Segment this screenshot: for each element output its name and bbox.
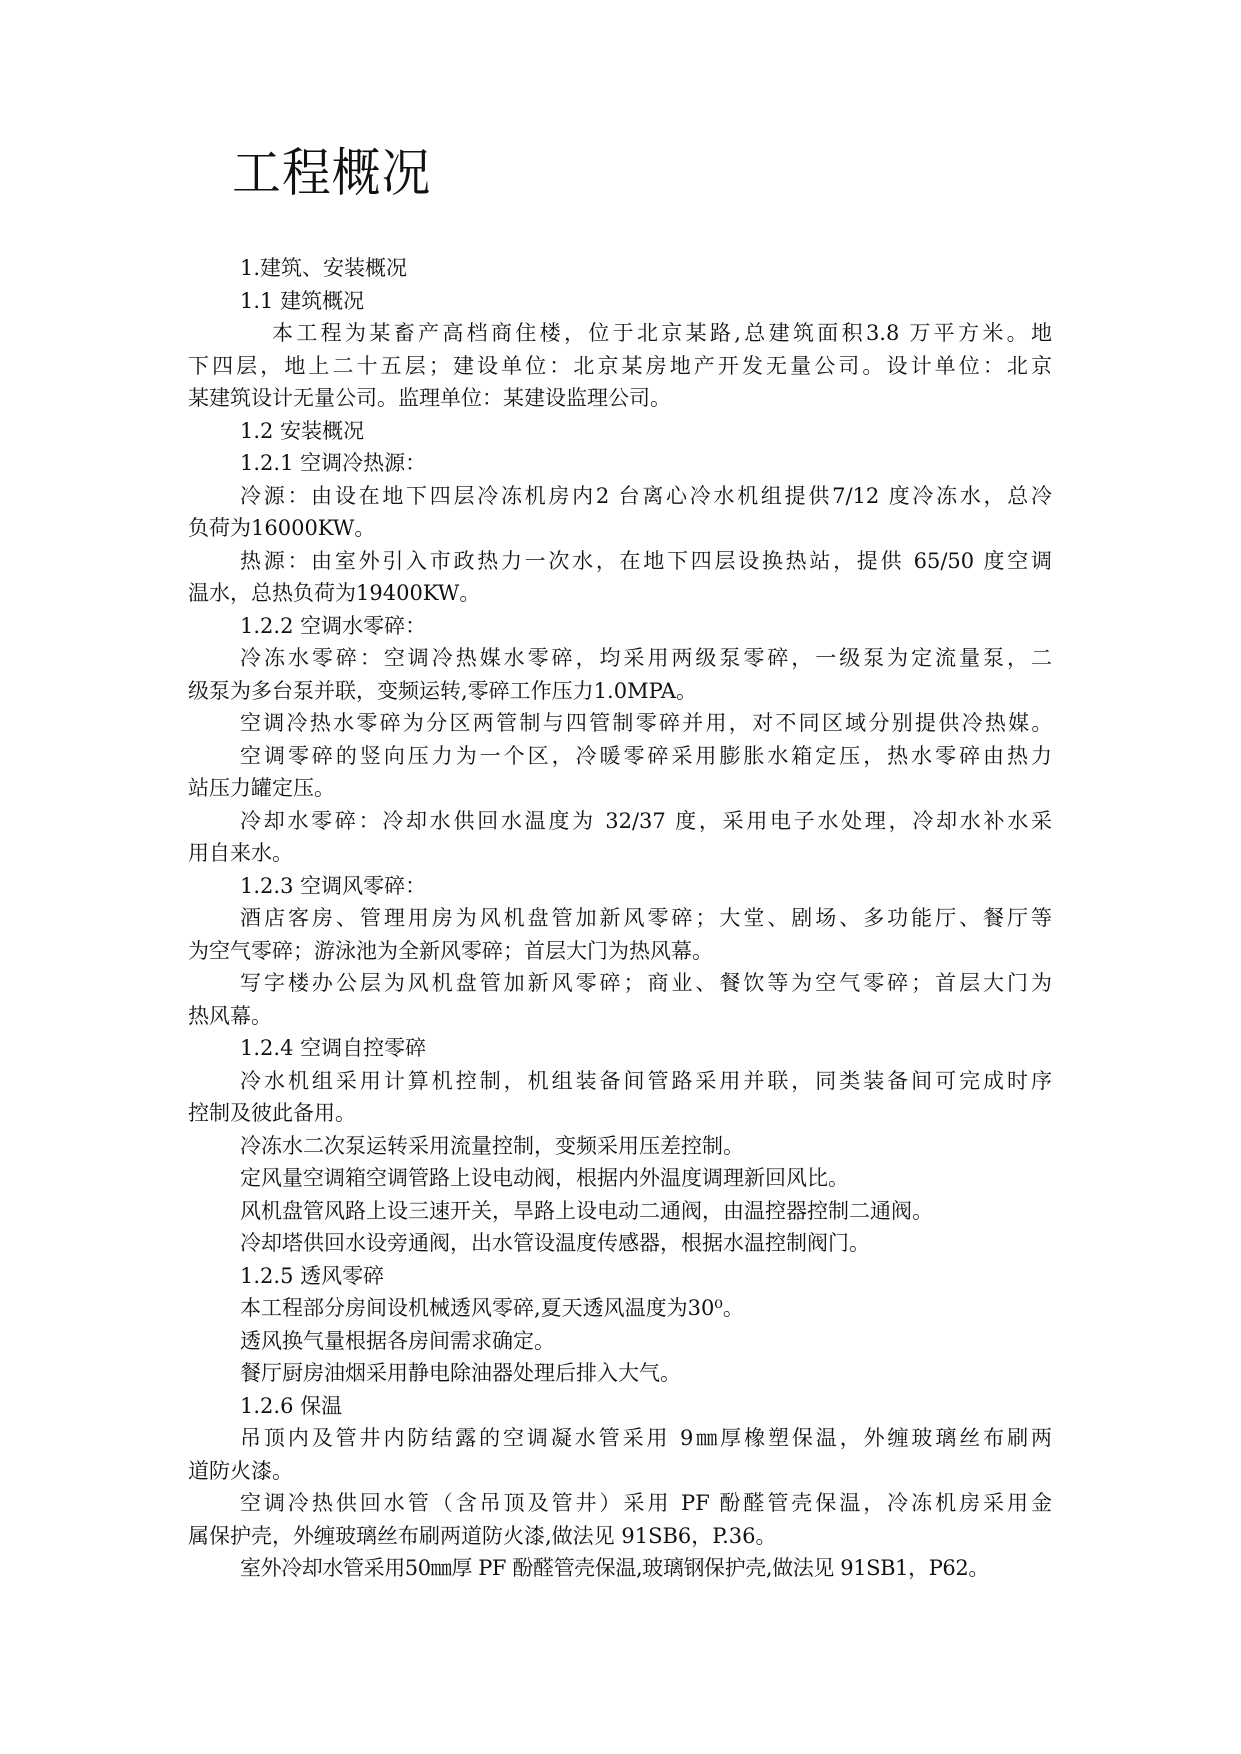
paragraph-line: 下四层，地上二十五层；建设单位：北京某房地产开发无量公司。设计单位：北京 [188, 353, 1052, 378]
paragraph-line: 属保护壳，外缠玻璃丝布刷两道防火漆,做法见 91SB6，P.36。 [188, 1523, 777, 1548]
paragraph-line: 温水，总热负荷为19400KW。 [188, 581, 481, 605]
paragraph-line: 热源：由室外引入市政热力一次水，在地下四层设换热站，提供 65/50 度空调 [240, 548, 1052, 573]
page-title: 工程概况 [232, 144, 432, 204]
paragraph-line: 热风幕。 [188, 1003, 272, 1028]
paragraph-line: 空调零碎的竖向压力为一个区，冷暖零碎采用膨胀水箱定压，热水零碎由热力 [240, 743, 1052, 768]
subsection-heading: 1.1 建筑概况 [240, 288, 365, 313]
subsection-heading: 1.2.3 空调风零碎： [240, 873, 427, 898]
paragraph-line: 冷水机组采用计算机控制，机组装备间管路采用并联，同类装备间可完成时序 [240, 1068, 1052, 1093]
paragraph-line: 冷却水零碎：冷却水供回水温度为 32/37 度，采用电子水处理，冷却水补水采 [240, 808, 1052, 833]
paragraph-line: 空调冷热水零碎为分区两管制与四管制零碎并用，对不同区域分别提供冷热媒。 [240, 711, 1052, 735]
paragraph-line: 站压力罐定压。 [188, 776, 335, 800]
paragraph-line: 透风换气量根据各房间需求确定。 [240, 1328, 555, 1353]
document-body [188, 252, 1052, 1585]
paragraph-line: 负荷为16000KW。 [188, 516, 376, 540]
paragraph-line: 定风量空调箱空调管路上设电动阀，根据内外温度调理新回风比。 [240, 1166, 849, 1190]
subsection-heading: 1.2.4 空调自控零碎 [240, 1036, 427, 1060]
paragraph-line: 用自来水。 [188, 841, 293, 865]
subsection-heading: 1.2.6 保温 [240, 1393, 343, 1418]
paragraph-line: 吊顶内及管井内防结露的空调凝水管采用 9㎜厚橡塑保温，外缠玻璃丝布刷两 [240, 1426, 1052, 1450]
paragraph-line: 冷冻水二次泵运转采用流量控制，变频采用压差控制。 [240, 1133, 744, 1158]
subsection-heading: 1.2 安装概况 [240, 418, 365, 443]
paragraph-line: 本工程为某畜产高档商住楼，位于北京某路,总建筑面积3.8 万平方米。地 [272, 321, 1052, 345]
paragraph-line: 冷却塔供回水设旁通阀，出水管设温度传感器，根据水温控制阀门。 [240, 1231, 870, 1255]
paragraph-line: 冷冻水零碎：空调冷热媒水零碎，均采用两级泵零碎，一级泵为定流量泵，二 [240, 646, 1052, 670]
paragraph-line: 室外冷却水管采用50㎜厚 PF 酚醛管壳保温,玻璃钢保护壳,做法见 91SB1，P62。 [240, 1556, 989, 1580]
paragraph-line: 为空气零碎；游泳池为全新风零碎；首层大门为热风幕。 [188, 938, 713, 963]
paragraph-line: 级泵为多台泵并联，变频运转,零碎工作压力1.0MPA。 [188, 678, 697, 703]
subsection-heading: 1.2.1 空调冷热源： [240, 451, 427, 475]
paragraph-line: 写字楼办公层为风机盘管加新风零碎；商业、餐饮等为空气零碎；首层大门为 [240, 971, 1052, 995]
paragraph-line: 本工程部分房间设机械透风零碎,夏天透风温度为30⁰。 [240, 1296, 744, 1320]
subsection-heading: 1.2.5 透风零碎 [240, 1263, 385, 1288]
paragraph-line: 空调冷热供回水管（含吊顶及管井）采用 PF 酚醛管壳保温，冷冻机房采用金 [240, 1491, 1052, 1515]
paragraph-line: 控制及彼此备用。 [188, 1101, 356, 1125]
subsection-heading: 1.2.2 空调水零碎： [240, 613, 427, 638]
paragraph-line: 风机盘管风路上设三速开关，旱路上设电动二通阀，由温控器控制二通阀。 [240, 1198, 933, 1223]
paragraph-line: 酒店客房、管理用房为风机盘管加新风零碎；大堂、剧场、多功能厅、餐厅等 [240, 906, 1052, 930]
section-heading: 1.建筑、安装概况 [240, 256, 408, 280]
paragraph-line: 道防火漆。 [188, 1458, 293, 1483]
paragraph-line: 冷源：由设在地下四层冷冻机房内2 台离心冷水机组提供7/12 度冷冻水，总冷 [240, 483, 1052, 508]
paragraph-line: 某建筑设计无量公司。监理单位：某建设监理公司。 [188, 386, 671, 410]
paragraph-line: 餐厅厨房油烟采用静电除油器处理后排入大气。 [240, 1361, 681, 1385]
